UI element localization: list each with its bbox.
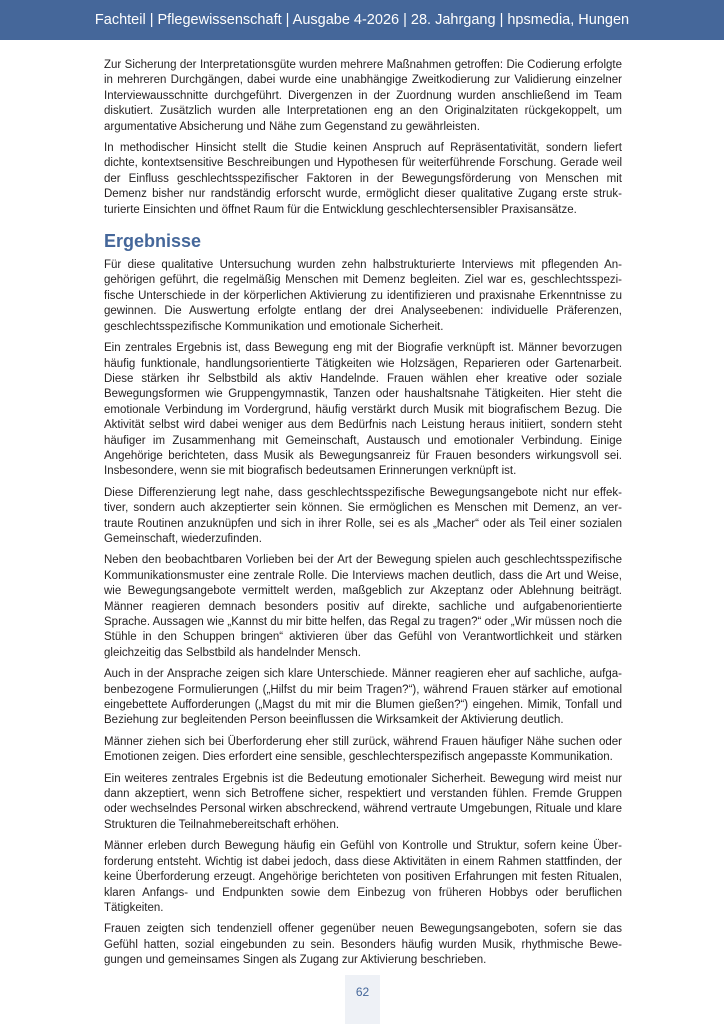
page-number-tab [345,975,380,1024]
body-paragraph: Ein zentrales Ergebnis ist, dass Bewegung eng mit der Biografie verknüpft ist. Männer bevorzugen häufig funktionale, handlungsorientierte Tätigkeiten wie Holzsägen, Reparieren oder Gartenarbeit. Diese stärken ihr Selbstbild als aktiv Handelnde. Frauen wählen eher kreative oder soziale Bewegungsformen wie Gruppengymnastik, Tanzen oder haushaltsnahe Tätigkeiten. Hier steht die emotionale Verbindung im Vordergrund, häufig verstärkt durch Musik mit biografischem Bezug. Die Aktivität selbst wird dabei weniger aus dem Bedürfnis nach Leistung heraus initiiert, sondern steht häufiger im Zusammenhang mit Gemeinschaft, Austausch und emotionaler Verbindung. Einige Angehörige berichteten, dass Musik als Bewegungsanreiz für Frauen besonders wirkungsvoll sei. Insbesondere, wenn sie mit biografisch bedeutsamen Erinnerungen verknüpft ist. [104,342,622,478]
section-heading: Ergebnisse [104,231,202,252]
body-paragraph: In methodischer Hinsicht stellt die Studie keinen Anspruch auf Repräsentativität, sondern liefert dichte, kontextsensitive Beschreibungen und Hypothesen für weiterführende Forschung. Gerade weil der Einfluss geschlechtsspezifischer Faktoren in der Bewegungsförderung von Menschen mit Demenz bisher nur randständig erforscht wurde, ermöglicht dieser qualitative Zugang erste strukturierte Einsichten und öffnet Raum für die Entwicklung geschlechtersensibler Praxisansätze. [104,142,622,216]
body-paragraph: Diese Differenzierung legt nahe, dass geschlechtsspezifische Bewegungsangebote nicht nur effektiver, sondern auch akzeptierter sein können. Sie ermöglichen es Menschen mit Demenz, an vertraute Routinen anzuknüpfen und sich in ihrer Rolle, sei es als „Macher“ oder als Teil einer sozialen Gemeinschaft, wiederzufinden. [104,486,622,545]
running-header [0,0,724,40]
body-paragraph: Neben den beobachtbaren Vorlieben bei der Art der Bewegung spielen auch geschlechtsspezifische Kommunikationsmuster eine zentrale Rolle. Die Interviews machen deutlich, dass die Art und Weise, wie Bewegungsangebote vermittelt werden, maßgeblich zur Akzeptanz oder Ablehnung beiträgt. Männer reagieren demnach besonders positiv auf direkte, sachliche und aufgabenorientierte Sprache. Aussagen wie „Kannst du mir bitte helfen, das Regal zu tragen?“ oder „Wir müssen noch die Stühle in den Schuppen bringen“ aktivieren über das Gefühl von Verantwortlichkeit und stärken gleichzeitig das Selbstbild als handelnder Mensch. [104,554,622,659]
running-header-title: Fachteil | Pflegewissenschaft | Ausgabe 4-2026 | 28. Jahrgang | hpsmedia, Hungen [94,12,630,28]
article-body [104,58,622,975]
body-paragraph: Männer erleben durch Bewegung häufig ein Gefühl von Kontrolle und Struktur, sofern keine Überforderung entsteht. Wichtig ist dabei jedoch, dass diese Aktivitäten in einem Rahmen stattfinden, der keine Überforderung erzeugt. Angehörige berichteten von positiven Erfahrungen mit festen Ritualen, klaren Anfangs- und Endpunkten sowie dem Einbezug von früheren Hobbys oder beruflichen Tätigkeiten. [104,840,622,914]
body-paragraph: Frauen zeigten sich tendenziell offener gegenüber neuen Bewegungsangeboten, sofern sie das Gefühl hatten, sozial eingebunden zu sein. Besonders häufig wurden Musik, rhythmische Bewegungen und gemeinsames Singen als Zugang zur Aktivierung beschrieben. [104,923,622,967]
page-number: 62 [355,985,370,999]
body-paragraph: Für diese qualitative Untersuchung wurden zehn halbstrukturierte Interviews mit pflegenden Angehörigen geführt, die regelmäßig Menschen mit Demenz begleiten. Ziel war es, geschlechtsspezifische Unterschiede in der körperlichen Aktivierung zu identifizieren und praxisnahe Erkenntnisse zu gewinnen. Die Auswertung erfolgte entlang der drei Analyseebenen: individuelle Präferenzen, geschlechtsspezifische Kommunikation und emotionale Sicherheit. [104,259,622,333]
body-paragraph: Männer ziehen sich bei Überforderung eher still zurück, während Frauen häufiger Nähe suchen oder Emotionen zeigen. Dies erfordert eine sensible, geschlechterspezifisch angepasste Kommunikation. [104,735,622,764]
body-paragraph: Zur Sicherung der Interpretationsgüte wurden mehrere Maßnahmen getroffen: Die Codierung erfolgte in mehreren Durchgängen, dabei wurde eine unabhängige Zweitkodierung zur Validierung einzelner Interviewausschnitte durchgeführt. Divergenzen in der Zuordnung wurden anschließend im Team diskutiert. Zusätzlich wurden alle Interpretationen eng an den Originalzitaten rückgekoppelt, um argumentative Absicherung und Nähe zum Gegenstand zu gewährleisten. [104,59,622,133]
body-paragraph: Ein weiteres zentrales Ergebnis ist die Bedeutung emotionaler Sicherheit. Bewegung wird meist nur dann akzeptiert, wenn sich Betroffene sicher, respektiert und verstanden fühlen. Fremde Gruppen oder wechselndes Personal wirken abschreckend, während vertraute Umgebungen, Rituale und klare Strukturen die Teilnahmebereitschaft erhöhen. [104,772,622,831]
body-paragraph: Auch in der Ansprache zeigen sich klare Unterschiede. Männer reagieren eher auf sachliche, aufgabenbezogene Formulierungen („Hilfst du mir beim Tragen?“), während Frauen stärker auf emotional eingebettete Aufforderungen („Magst du mit mir die Blumen gießen?“) eingehen. Mimik, Tonfall und Beziehung zur begleitenden Person beeinflussen die Wirksamkeit der Aktivierung deutlich. [104,668,622,727]
